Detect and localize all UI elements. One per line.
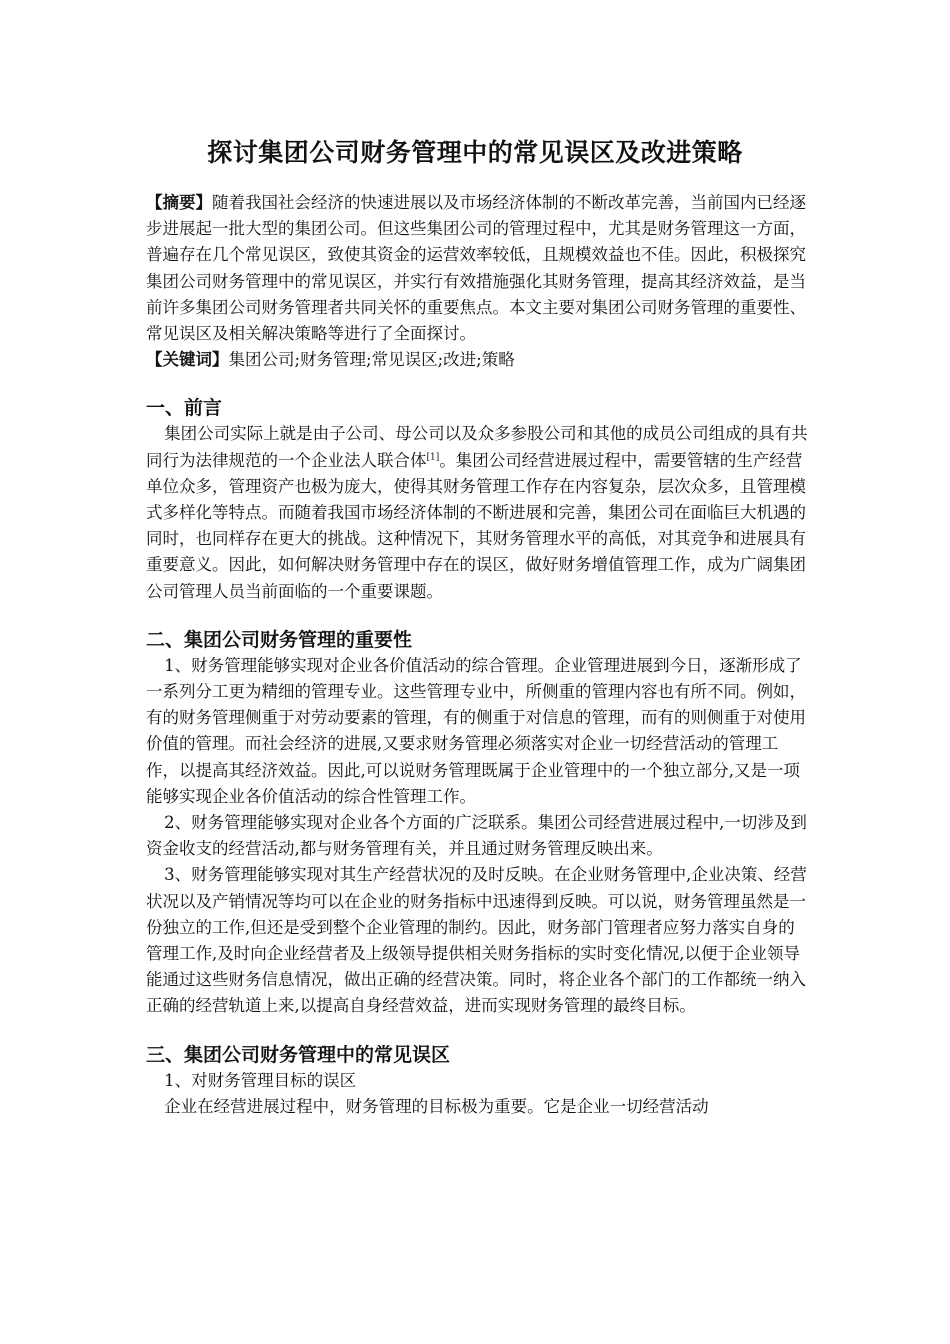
section-heading-misconceptions: 三、集团公司财务管理中的常见误区 xyxy=(146,1043,451,1066)
spacer xyxy=(146,1020,810,1042)
section3-paragraph-1: 企业在经营进展过程中，财务管理的目标极为重要。它是企业一切经营活动 xyxy=(164,1096,709,1116)
citation-ref: [1] xyxy=(426,452,440,463)
abstract-text: 随着我国社会经济的快速进展以及市场经济体制的不断改革完善，当前国内已经逐步进展起一批大型的集团公司。但这些集团公司的管理过程中，尤其是财务管理这一方面，普遍存在几个常见误区，致使其资金的运营效率较低，且规模效益也不佳。因此，积极探究集团公司财务管理中的常见误区，并实行有效措施强化其财务管理，提高其经济效益，是当前许多集团公司财务管理者共同关怀的重要焦点。本文主要对集团公司财务管理的重要性、常见误区及相关解决策略等进行了全面探讨。 xyxy=(146,193,806,344)
section-heading-preface: 一、前言 xyxy=(146,397,223,420)
document-body xyxy=(146,190,810,1120)
spacer xyxy=(146,373,810,395)
keywords-paragraph xyxy=(146,347,810,373)
document-title: 探讨集团公司财务管理中的常见误区及改进策略 xyxy=(207,138,743,167)
section-heading-importance: 二、集团公司财务管理的重要性 xyxy=(146,628,413,651)
abstract-paragraph xyxy=(146,190,810,347)
section2-paragraph-1: 1、财务管理能够实现对企业各价值活动的综合管理。企业管理进展到今日，逐渐形成了一系列分工更为精细的管理专业。这些管理专业中，所侧重的管理内容也有所不同。例如，有的财务管理侧重于对劳动要素的管理，有的侧重于对信息的管理，而有的则侧重于对使用价值的管理。而社会经济的进展,又要求财务管理必须落实对企业一切经营活动的管理工作，以提高其经济效益。因此,可以说财务管理既属于企业管理中的一个独立部分,又是一项能够实现企业各价值活动的综合性管理工作。 xyxy=(146,655,806,806)
keywords-label: 【关键词】 xyxy=(146,350,229,370)
section2-paragraph-2: 2、财务管理能够实现对企业各个方面的广泛联系。集团公司经营进展过程中,一切涉及到资金收支的经营活动,都与财务管理有关，并且通过财务管理反映出来。 xyxy=(146,813,807,859)
section1-paragraph xyxy=(146,421,810,604)
section2-paragraph-3: 3、财务管理能够实现对其生产经营状况的及时反映。在企业财务管理中,企业决策、经营状况以及产销情况等均可以在企业的财务指标中迅速得到反映。可以说，财务管理虽然是一份独立的工作,但还是受到整个企业管理的制约。因此，财务部门管理者应努力落实自身的管理工作,及时向企业经营者及上级领导提供相关财务指标的实时变化情况,以便于企业领导能通过这些财务信息情况，做出正确的经营决策。同时，将企业各个部门的工作都统一纳入正确的经营轨道上来,以提高自身经营效益，进而实现财务管理的最终目标。 xyxy=(146,865,807,1016)
section3-subheading: 1、对财务管理目标的误区 xyxy=(164,1070,357,1090)
section1-text-a: 集团公司实际上就是由子公司、母公司以及众多参股公司和其他的成员公司组成的具有共同行为法律规范的一个企业法人联合体 xyxy=(146,424,808,470)
spacer xyxy=(146,605,810,627)
abstract-label: 【摘要】 xyxy=(146,193,212,212)
keywords-text: 集团公司;财务管理;常见误区;改进;策略 xyxy=(228,350,515,370)
section1-text-b: 。集团公司经营进展过程中，需要管辖的生产经营单位众多，管理资产也极为庞大，使得其财务管理工作存在内容复杂，层次众多，且管理模式多样化等特点。而随着我国市场经济体制的不断进展和完善，集团公司在面临巨大机遇的同时，也同样存在更大的挑战。这种情况下，其财务管理水平的高低，对其竞争和进展具有重要意义。因此，如何解决财务管理中存在的误区，做好财务增值管理工作，成为广阔集团公司管理人员当前面临的一个重要课题。 xyxy=(146,450,806,601)
